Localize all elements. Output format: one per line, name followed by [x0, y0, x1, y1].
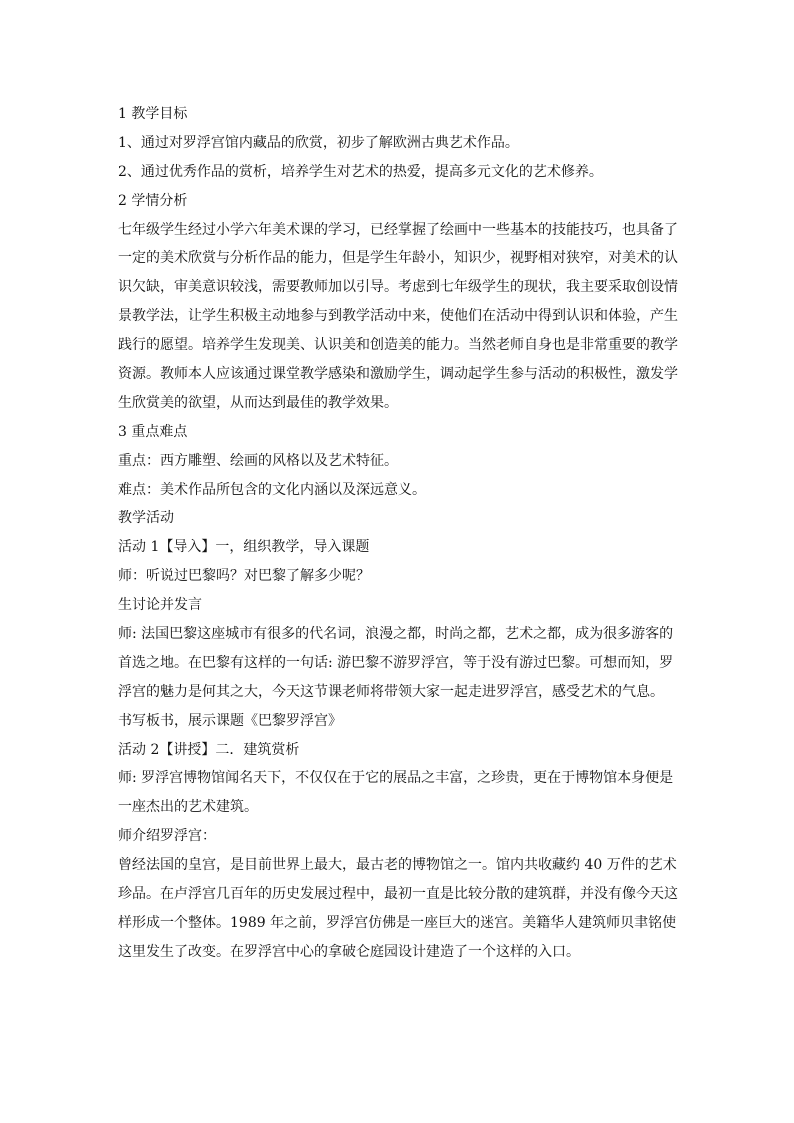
teacher-building-paragraph [118, 764, 678, 822]
history-line: 曾经法国的皇宫，是目前世界上最大，最古老的博物馆之一。馆内共收藏约 40 万件的艺术 [118, 857, 677, 874]
key-point: 重点：西方雕塑、绘画的风格以及艺术特征。 [118, 452, 398, 469]
teacher-paris-line: 首选之地。在巴黎有这样的一句话: 游巴黎不游罗浮宫，等于没有游过巴黎。可想而知，罗 [118, 654, 674, 671]
analysis-line: 七年级学生经过小学六年美术课的学习，已经掌握了绘画中一些基本的技能技巧，也具备了 [118, 221, 678, 238]
difficult-point: 难点：美术作品所包含的文化内涵以及深远意义。 [118, 481, 426, 498]
teacher-building-line: 一座杰出的艺术建筑。 [118, 799, 258, 816]
analysis-line: 识欠缺，审美意识较浅，需要教师加以引导。考虑到七年级学生的现状，我主要采取创设情 [118, 279, 678, 296]
objectives-heading: 1 教学目标 [118, 106, 188, 122]
history-line: 这里发生了改变。在罗浮宫中心的拿破仑庭园设计建造了一个这样的入口。 [118, 943, 580, 960]
objective-2: 2、通过优秀作品的赏析，培养学生对艺术的热爱，提高多元文化的艺术修养。 [118, 163, 603, 180]
analysis-line: 生欣赏美的欲望，从而达到最佳的教学效果。 [118, 394, 398, 411]
history-paragraph [118, 851, 678, 967]
student-discussion: 生讨论并发言 [118, 597, 202, 614]
teacher-question: 师：听说过巴黎吗？对巴黎了解多少呢？ [118, 568, 370, 585]
board-writing: 书写板书，展示课题《巴黎罗浮宫》 [118, 712, 342, 729]
teacher-paris-paragraph [118, 620, 678, 707]
teacher-intro: 师介绍罗浮宫： [118, 828, 216, 845]
analysis-heading: 2 学情分析 [118, 192, 188, 209]
analysis-paragraph [118, 216, 678, 418]
objective-1: 1、通过对罗浮宫馆内藏品的欣赏，初步了解欧洲古典艺术作品。 [118, 134, 519, 151]
teacher-paris-line: 师: 法国巴黎这座城市有很多的代名词，浪漫之都，时尚之都，艺术之都，成为很多游客的 [118, 626, 674, 643]
analysis-line: 践行的愿望。培养学生发现美、认识美和创造美的能力。当然老师自身也是非常重要的教学 [118, 337, 678, 354]
analysis-line: 一定的美术欣赏与分析作品的能力，但是学生年龄小，知识少，视野相对狭窄，对美术的认 [118, 250, 678, 267]
teacher-building-line: 师: 罗浮宫博物馆闻名天下，不仅仅在于它的展品之丰富，之珍贵，更在于博物馆本身便是 [118, 770, 674, 787]
history-line: 珍品。在卢浮宫几百年的历史发展过程中，最初一直是比较分散的建筑群，并没有像今天这 [118, 886, 678, 903]
analysis-line: 资源。教师本人应该通过课堂教学感染和激励学生，调动起学生参与活动的积极性，激发学 [118, 366, 678, 383]
document-page [118, 100, 678, 967]
analysis-line: 景教学法，让学生积极主动地参与到教学活动中来，使他们在活动中得到认识和体验，产生 [118, 308, 678, 325]
key-heading: 3 重点难点 [118, 423, 188, 440]
history-line: 样形成一个整体。1989 年之前，罗浮宫仿佛是一座巨大的迷宫。美籍华人建筑师贝聿铭使 [118, 914, 677, 931]
teacher-paris-line: 浮宫的魅力是何其之大，今天这节课老师将带领大家一起走进罗浮宫，感受艺术的气息。 [118, 683, 664, 700]
activities-heading: 教学活动 [118, 510, 174, 527]
activity-1-title: 活动 1【导入】一，组织教学，导入课题 [118, 539, 370, 556]
activity-2-title: 活动 2【讲授】二．建筑赏析 [118, 741, 300, 758]
